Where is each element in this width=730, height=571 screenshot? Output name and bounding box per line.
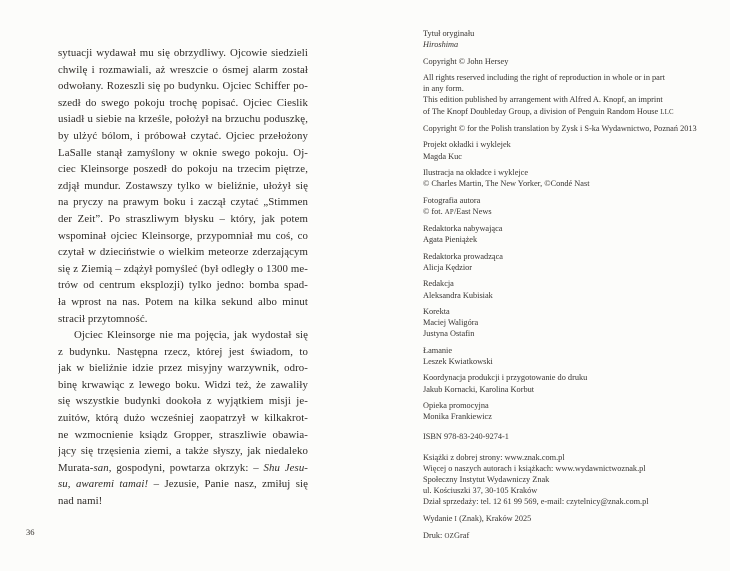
colophon-block (423, 223, 723, 245)
text-line: chwilę i rozmawiali, aż wreszcie o ósmej alarm został (58, 63, 308, 76)
colophon-line: Społeczny Instytut Wydawniczy Znak (423, 474, 550, 484)
text-line: ne wzmocnienie ksiądz Gropper, straszliwie obawia- (58, 428, 308, 441)
colophon-line: ISBN 978-83-240-9274-1 (423, 432, 509, 442)
text-line: na pryczy na prawym boku i zaczął czytać „Stimmen (58, 196, 308, 209)
colophon-line: Dział sprzedaży: tel. 12 61 99 569, e-mail: czytelnicy@znak.com.pl (423, 497, 649, 507)
colophon-line: Więcej o naszych autorach i książkach: www.wydawnictwoznak.pl (423, 463, 646, 473)
colophon-line: of The Knopf Doubleday Group, a division of Penguin Random House LLC (423, 106, 674, 116)
colophon-line: Redaktorka nabywająca (423, 224, 503, 234)
colophon-line: Copyright © for the Polish translation by Zysk i S-ka Wydawnictwo, Poznań 2013 (423, 123, 697, 133)
text-line: ła wprost na nas. Potem na kilka sekund albo minut (58, 295, 308, 308)
colophon-line: Druk: OZGraf (423, 531, 470, 541)
text-line: usiadł u siebie na krześle, położył na brzuchu poduszkę, (58, 113, 308, 126)
text-line: LaSalle stanął zamyślony w oknie swego pokoju. Oj- (58, 146, 308, 159)
colophon-line: Monika Frankiewicz (423, 412, 492, 422)
colophon-line: Justyna Ostafin (423, 329, 475, 339)
colophon-line: Hiroshima (423, 40, 459, 50)
colophon-block (423, 139, 723, 161)
colophon-line: Jakub Kornacki, Karolina Korbut (423, 384, 535, 394)
colophon-line: Łamanie (423, 345, 453, 355)
text-line: szedł do swego pokoju trochę popisać. Ojciec Cieslik (58, 96, 308, 109)
colophon-line: Aleksandra Kubisiak (423, 290, 493, 300)
colophon-line: Opieka promocyjna (423, 400, 489, 410)
colophon-line: Leszek Kwiatkowski (423, 356, 493, 366)
colophon-block (423, 72, 723, 118)
text-line: nad nami! (58, 495, 103, 508)
colophon-line: Ilustracja na okładce i wyklejce (423, 167, 529, 177)
text-line: Ojciec Kleinsorge nie ma pojęcia, jak wydostał się (74, 329, 308, 342)
colophon-line: Korekta (423, 306, 450, 316)
text-line: czytał w dzieciństwie o wielkim meteorze zderzającym (58, 246, 308, 259)
text-line: stracił przytomność. (58, 312, 148, 325)
text-line: binę krwawiąc z lewego boku. Widzi też, że zawaliły (58, 378, 308, 391)
colophon-block (423, 56, 723, 67)
colophon-block (423, 372, 723, 394)
colophon-block (423, 513, 723, 525)
colophon-line: All rights reserved including the right of reproduction in whole or in part (423, 72, 665, 82)
colophon (423, 28, 723, 548)
colophon-line: Książki z dobrej strony: www.znak.com.pl (423, 452, 565, 462)
colophon-line: Wydanie I (Znak), Kraków 2025 (423, 513, 532, 523)
colophon-line: Koordynacja produkcji i przygotowanie do druku (423, 373, 588, 383)
colophon-line: Redakcja (423, 279, 454, 289)
colophon-block (423, 400, 723, 422)
page-number: 36 (26, 527, 35, 537)
colophon-block (423, 306, 723, 340)
colophon-line: Projekt okładki i wyklejek (423, 140, 511, 150)
text-line: jak w bieliźnie idzie przez misyjny warzywnik, odro- (58, 362, 308, 375)
text-line: ciec Kleinsorge poszedł do pokoju na trzecim piętrze, (58, 163, 308, 176)
left-page-text (58, 45, 308, 510)
colophon-line: Tytuł oryginału (423, 29, 475, 38)
text-line: der Zeit”. Po straszliwym błysku – który, jak potem (58, 212, 308, 225)
colophon-block (423, 452, 723, 508)
text-line: zuitów, którą dużo wcześniej zaopatrzył w kilkakrot- (58, 412, 308, 425)
text-line: Murata-san, gospodyni, powtarza okrzyk: – Shu Jesu- (58, 461, 308, 474)
colophon-line: Maciej Waligóra (423, 318, 479, 328)
colophon-block (423, 251, 723, 273)
colophon-line: © fot. AP/East News (423, 206, 492, 216)
text-line: by ulżyć bólom, i próbował czytać. Ojciec przełożony (58, 129, 308, 142)
text-line: odwołany. Rozeszli się po budynku. Ojciec Schiffer po- (58, 80, 308, 93)
colophon-line: in any form. (423, 84, 464, 94)
colophon-line: Alicja Kędzior (423, 262, 473, 272)
text-line: się wszystkie budynki dookoła z wyjątkiem misji je- (58, 395, 308, 408)
colophon-line: Copyright © John Hersey (423, 56, 509, 66)
colophon-block (423, 195, 723, 218)
text-line: zdjął mundur. Zostawszy tylko w bieliźnie, ułożył się (58, 179, 308, 192)
text-line: trów od centrum eksplozji) tylko jedno: bomba spad- (58, 279, 308, 292)
colophon-block (423, 530, 723, 542)
colophon-line: Redaktorka prowadząca (423, 251, 503, 261)
colophon-block (423, 167, 723, 189)
colophon-block (423, 431, 723, 442)
text-line: su, awaremi tamai! – Jezusie, Panie nasz, zmiłuj się (58, 478, 308, 491)
text-line: z budynku. Następna rzecz, której jest świadom, to (58, 345, 308, 358)
colophon-block (423, 28, 723, 50)
colophon-line: This edition published by arrangement with Alfred A. Knopf, an imprint (423, 95, 663, 105)
text-line: sytuacji wydawał mu się obrzydliwy. Ojcowie siedzieli (58, 47, 308, 59)
colophon-line: ul. Kościuszki 37, 30-105 Kraków (423, 486, 538, 496)
colophon-block (423, 278, 723, 300)
text-line: jący się trzęsienia ziemi, a także słyszy, jak niedaleko (58, 445, 308, 458)
colophon-line: Fotografia autora (423, 195, 481, 205)
text-line: się z Ziemią – zdążył pomyśleć (był odległy o 1300 me- (58, 262, 308, 275)
colophon-block (423, 345, 723, 367)
colophon-line: Agata Pieniążek (423, 235, 478, 245)
colophon-line: Magda Kuc (423, 151, 462, 161)
text-line: wspominał ojciec Kleinsorge, przypomniał mu coś, co (58, 229, 308, 242)
colophon-line: © Charles Martin, The New Yorker, ©Condé Nast (423, 179, 590, 189)
colophon-block (423, 123, 723, 134)
